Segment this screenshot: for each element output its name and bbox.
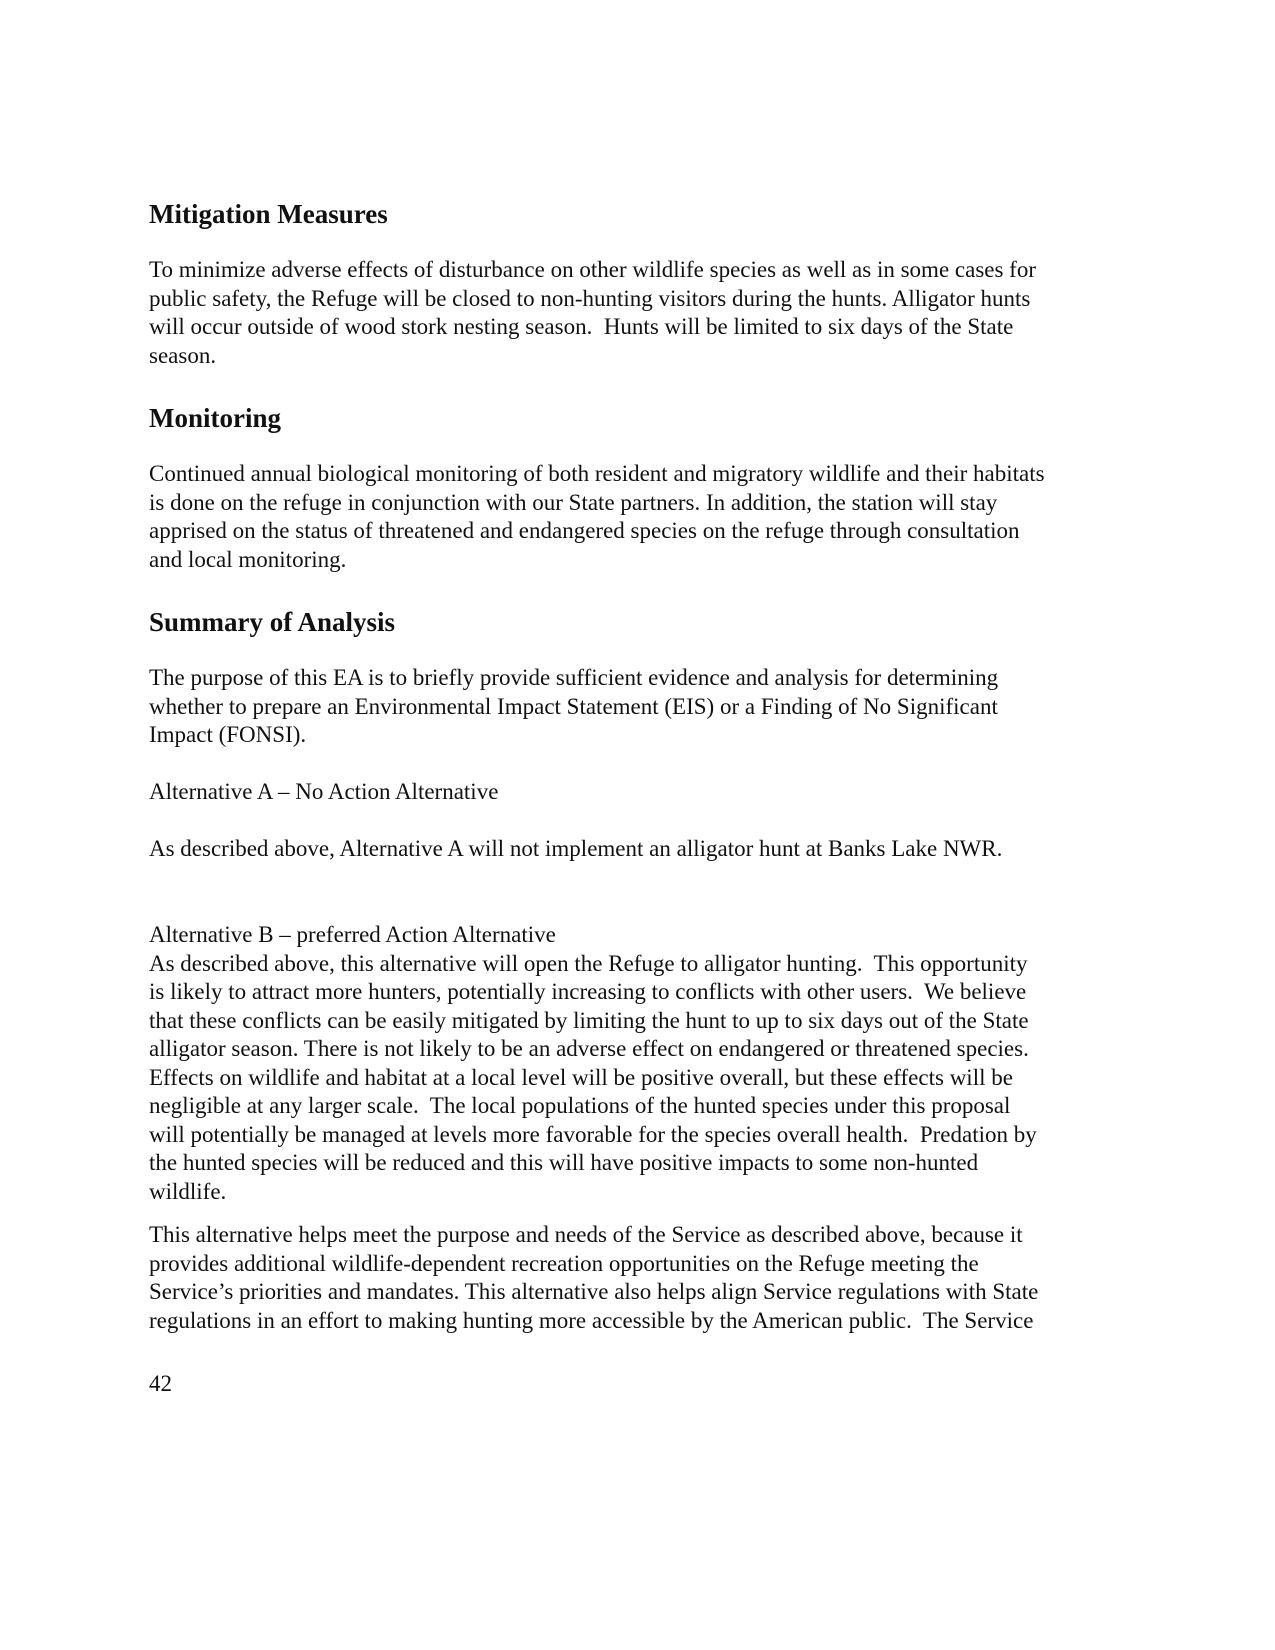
mitigation-line: season. <box>149 342 217 368</box>
alternative-b-line: will potentially be managed at levels more favorable for the species overall health. Predation by <box>149 1121 1037 1147</box>
alternative-a-title-text: Alternative A – No Action Alternative <box>149 779 499 804</box>
alternative-a-text: As described above, Alternative A will not implement an alligator hunt at Banks Lake NWR. <box>149 836 1003 861</box>
alternative-a-paragraph <box>149 835 1139 864</box>
summary-intro-paragraph <box>149 664 1139 750</box>
alternative-b-title: Alternative B – preferred Action Alternative <box>149 922 556 947</box>
monitoring-paragraph <box>149 460 1139 574</box>
summary-intro-line: The purpose of this EA is to briefly provide sufficient evidence and analysis for determining <box>149 665 999 690</box>
alternative-a-title <box>149 778 1139 807</box>
summary-intro-line: Impact (FONSI). <box>149 722 307 747</box>
mitigation-line: To minimize adverse effects of disturbance on other wildlife species as well as in some cases for <box>149 257 1037 282</box>
alternative-b-line: that these conflicts can be easily mitigated by limiting the hunt to up to six days out of the State <box>149 1007 1029 1033</box>
monitoring-line: is done on the refuge in conjunction with our State partners. In addition, the station will stay <box>149 489 998 515</box>
alternative-b-paragraph <box>149 921 1139 1206</box>
mitigation-heading: Mitigation Measures <box>149 199 388 229</box>
summary-heading: Summary of Analysis <box>149 607 396 637</box>
closing-line: regulations in an effort to making hunting more accessible by the American public. The Service <box>149 1307 1034 1333</box>
closing-paragraph <box>149 1221 1139 1335</box>
alternative-b-line: negligible at any larger scale. The local populations of the hunted species under this proposal <box>149 1093 1011 1118</box>
monitoring-line: Continued annual biological monitoring of both resident and migratory wildlife and their habitats <box>149 461 1045 486</box>
alternative-b-line: wildlife. <box>149 1178 227 1204</box>
closing-line: Service’s priorities and mandates. This alternative also helps align Service regulations with State <box>149 1279 1039 1304</box>
alternative-b-line: alligator season. There is not likely to be an adverse effect on endangered or threatened species. <box>149 1036 1029 1061</box>
alternative-b-line: As described above, this alternative will open the Refuge to alligator hunting. This opportunity <box>149 950 1028 976</box>
monitoring-heading: Monitoring <box>149 403 281 433</box>
alternative-b-line: the hunted species will be reduced and this will have positive impacts to some non-hunted <box>149 1150 979 1175</box>
alternative-b-line: Effects on wildlife and habitat at a local level will be positive overall, but these effects will be <box>149 1064 1013 1090</box>
alternative-b-line: is likely to attract more hunters, potentially increasing to conflicts with other users. We believe <box>149 979 1027 1004</box>
page-number: 42 <box>149 1371 172 1396</box>
monitoring-line: and local monitoring. <box>149 546 347 572</box>
summary-intro-line: whether to prepare an Environmental Impact Statement (EIS) or a Finding of No Significant <box>149 693 998 719</box>
mitigation-line: public safety, the Refuge will be closed to non-hunting visitors during the hunts. Alligator hunts <box>149 285 1031 311</box>
closing-line: provides additional wildlife-dependent recreation opportunities on the Refuge meeting the <box>149 1250 979 1276</box>
mitigation-line: will occur outside of wood stork nesting season. Hunts will be limited to six days of the State <box>149 314 1014 339</box>
mitigation-paragraph <box>149 256 1139 370</box>
monitoring-line: apprised on the status of threatened and endangered species on the refuge through consultation <box>149 518 1020 543</box>
closing-line: This alternative helps meet the purpose and needs of the Service as described above, because it <box>149 1222 1023 1247</box>
